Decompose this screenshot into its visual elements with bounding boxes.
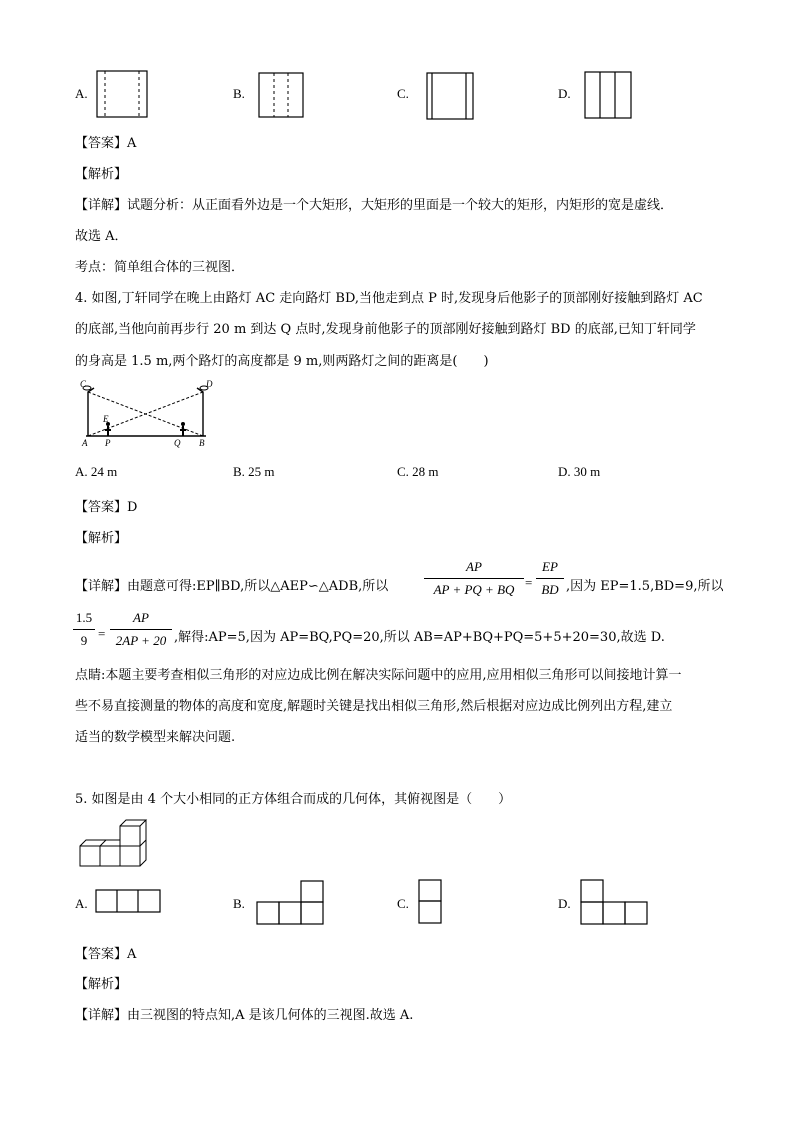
label-c: C: [80, 379, 87, 389]
fraction-numerator: AP: [466, 559, 482, 574]
q3-option-a-figure[interactable]: [96, 70, 148, 118]
fraction-bar: [424, 578, 524, 579]
q4-option-c[interactable]: C. 28 m: [397, 464, 439, 479]
fraction-denominator: 9: [80, 633, 88, 648]
q5-option-b-figure[interactable]: [256, 880, 324, 926]
label-a: A: [82, 438, 88, 448]
fraction-numerator: EP: [542, 559, 558, 574]
fraction-denominator: 2AP + 20: [115, 633, 167, 648]
q4-fraction-ep-over-bd: [536, 559, 564, 598]
q4-note-line-2: 些不易直接测量的物体的高度和宽度,解题时关键是找出相似三角形,然后根据对应边成比例列出方程,建立: [75, 699, 673, 714]
q4-detail-part-b: ,因为 EP=1.5,BD=9,所以: [566, 579, 724, 594]
q4-fraction-1-5-over-9: [73, 610, 95, 649]
q4-equals-sign-2: =: [98, 626, 106, 641]
q4-fraction-ap-over-ab: [424, 559, 524, 598]
q5-option-a-figure[interactable]: [95, 889, 161, 915]
q4-option-a[interactable]: A. 24 m: [75, 464, 118, 479]
q3-analysis-heading: 【解析】: [75, 167, 128, 182]
fraction-denominator: BD: [541, 582, 559, 597]
q4-note-line-3: 适当的数学模型来解决问题.: [75, 730, 236, 745]
q4-question-line-2: 的底部,当他向前再步行 20 m 到达 Q 点时,发现身前他影子的顶部刚好接触到路灯 BD 的底部,已知丁轩同学: [75, 322, 696, 337]
q3-option-d-figure[interactable]: [584, 71, 632, 119]
label-e: E: [103, 414, 109, 424]
q4-question-line-3: 的身高是 1.5 m,两个路灯的高度都是 9 m,则两路灯之间的距离是( ): [75, 354, 489, 369]
fraction-numerator: 1.5: [75, 610, 93, 625]
q4-option-d[interactable]: D. 30 m: [558, 464, 601, 479]
q5-answer: 【答案】A: [75, 947, 137, 962]
q5-option-c-figure[interactable]: [418, 879, 444, 925]
q4-analysis-heading: 【解析】: [75, 531, 128, 546]
q5-option-b-label[interactable]: B.: [233, 896, 245, 911]
q5-option-a-label[interactable]: A.: [75, 896, 88, 911]
q3-kaodian: 考点：简单组合体的三视图．: [75, 260, 245, 275]
q3-option-c-figure[interactable]: [426, 72, 474, 120]
q5-option-c-label[interactable]: C.: [397, 896, 409, 911]
q5-option-d-figure[interactable]: [580, 879, 650, 927]
label-p: P: [105, 438, 111, 448]
fraction-bar: [73, 629, 95, 630]
fraction-numerator: AP: [133, 610, 149, 625]
q5-question: 5. 如图是由 4 个大小相同的正方体组合而成的几何体，其俯视图是（ ）: [75, 792, 512, 807]
q4-answer: 【答案】D: [75, 500, 138, 515]
label-d: D: [206, 379, 213, 389]
q5-analysis-heading: 【解析】: [75, 977, 128, 992]
q4-question-line-1: 4. 如图,丁轩同学在晚上由路灯 AC 走向路灯 BD,当他走到点 P 时,发现身后他影子的顶部刚好接触到路灯 AC: [75, 291, 703, 306]
q3-option-b-figure[interactable]: [258, 72, 304, 118]
fraction-bar: [536, 578, 564, 579]
q5-figure-cubes: [76, 818, 148, 870]
q4-note-line-1: 点睛:本题主要考查相似三角形的对应边成比例在解决实际问题中的应用,应用相似三角形可以间接地计算一: [75, 668, 682, 683]
q5-option-d-label[interactable]: D.: [558, 896, 571, 911]
q4-detail-part-a: 【详解】由题意可得:EP∥BD,所以△AEP∽△ADB,所以: [75, 579, 389, 594]
label-q: Q: [174, 438, 181, 448]
q4-figure-streetlights: [78, 378, 218, 448]
q4-option-b[interactable]: B. 25 m: [233, 464, 275, 479]
q3-detail: 【详解】试题分析：从正面看外边是一个大矩形，大矩形的里面是一个较大的矩形，内矩形的宽是虚线．: [75, 198, 674, 213]
q3-option-b-label[interactable]: B.: [233, 86, 245, 101]
q5-detail: 【详解】由三视图的特点知,A 是该几何体的三视图.故选 A.: [75, 1008, 414, 1023]
label-b: B: [199, 438, 205, 448]
q3-option-a-label[interactable]: A.: [75, 86, 88, 101]
fraction-bar: [110, 629, 172, 630]
q3-answer: 【答案】A: [75, 136, 137, 151]
q4-detail-part-c: ,解得:AP=5,因为 AP=BQ,PQ=20,所以 AB=AP+BQ+PQ=5+5+20=30,故选 D.: [174, 630, 665, 645]
q4-equals-sign: =: [525, 575, 533, 590]
fraction-denominator: AP + PQ + BQ: [433, 582, 515, 597]
q3-detail-conclusion: 故选 A．: [75, 229, 128, 244]
q3-option-c-label[interactable]: C.: [397, 86, 409, 101]
q4-fraction-ap-over-2ap20: [110, 610, 172, 649]
q3-option-d-label[interactable]: D.: [558, 86, 571, 101]
